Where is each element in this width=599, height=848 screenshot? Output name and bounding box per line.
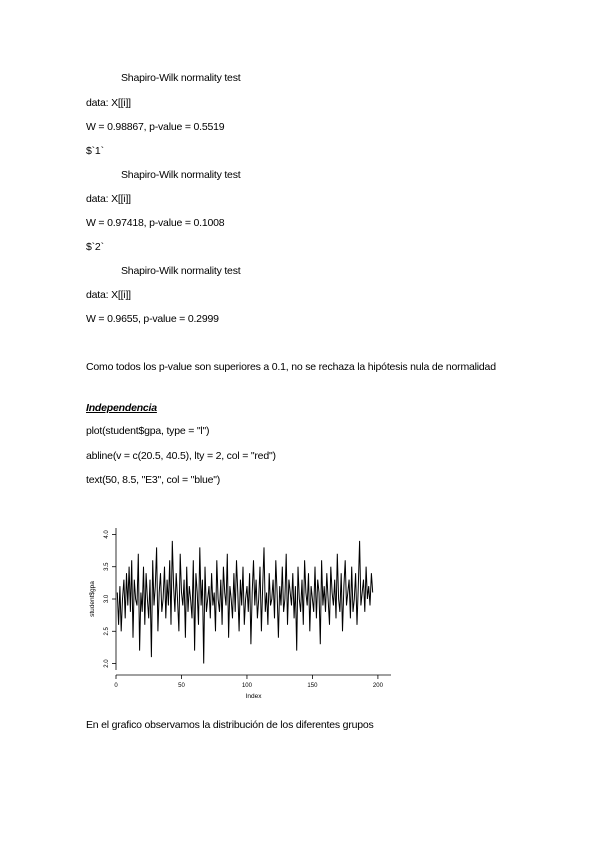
data-line-0: data: X[[i]] — [86, 97, 131, 109]
stat-line-2: W = 0.9655, p-value = 0.2999 — [86, 313, 219, 325]
x-tick-label: 50 — [178, 683, 185, 689]
y-axis-label: student$gpa — [89, 581, 96, 617]
conclusion-paragraph: Como todos los p-value son superiores a 0.1, no se rechaza la hipótesis nula de normalidad — [86, 361, 496, 373]
group-label-1: $`1` — [86, 145, 104, 157]
stat-line-0: W = 0.98867, p-value = 0.5519 — [86, 121, 225, 133]
test-title-0: Shapiro-Wilk normality test — [121, 72, 241, 84]
test-title-2: Shapiro-Wilk normality test — [121, 265, 241, 277]
code-line-2: abline(v = c(20.5, 40.5), lty = 2, col = "red") — [86, 450, 276, 462]
group-label-2: $`2` — [86, 241, 104, 253]
data-line-1: data: X[[i]] — [86, 193, 131, 205]
test-title-1: Shapiro-Wilk normality test — [121, 169, 241, 181]
x-tick-label: 150 — [307, 683, 318, 689]
y-tick-label: 2.0 — [104, 659, 110, 668]
gpa-line-chart — [86, 520, 416, 700]
series-line — [117, 541, 372, 664]
y-tick-label: 2.5 — [104, 627, 110, 636]
code-line-3: text(50, 8.5, "E3", col = "blue") — [86, 474, 221, 486]
x-tick-label: 0 — [114, 683, 118, 689]
section-heading: Independencia — [86, 402, 157, 414]
chart-svg — [86, 520, 416, 700]
x-tick-label: 200 — [372, 683, 383, 689]
data-line-2: data: X[[i]] — [86, 289, 131, 301]
chart-caption: En el grafico observamos la distribución de los diferentes grupos — [86, 719, 374, 731]
y-tick-label: 3.5 — [104, 562, 110, 571]
x-axis-label: Index — [245, 693, 262, 700]
y-tick-label: 4.0 — [104, 530, 110, 539]
stat-line-1: W = 0.97418, p-value = 0.1008 — [86, 217, 225, 229]
y-tick-label: 3.0 — [104, 594, 110, 604]
code-line-1: plot(student$gpa, type = "l") — [86, 425, 210, 437]
x-tick-label: 100 — [241, 683, 252, 689]
